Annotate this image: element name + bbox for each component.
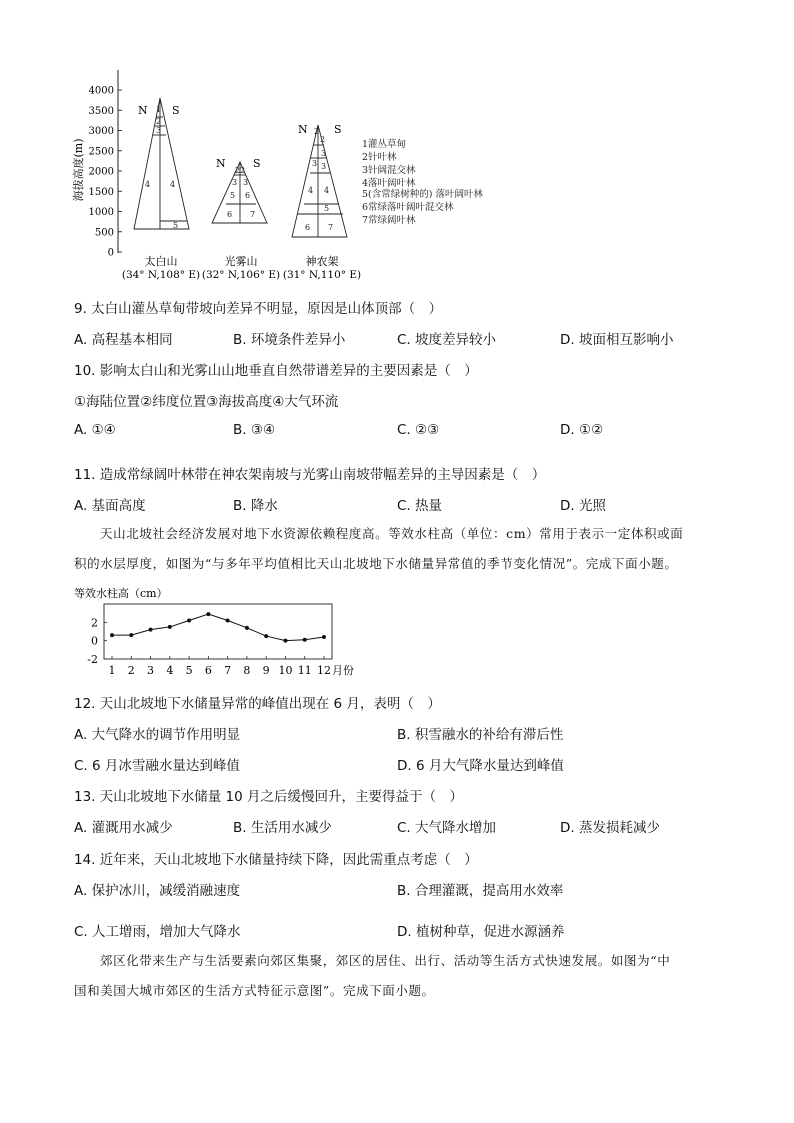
- taibai-zone-numbers: [145, 105, 178, 230]
- paragraph-line: 积的水层厚度，如图为“与多年平均值相比天山北坡地下水储量异常值的季节变化情况”。完成下面小题。: [74, 556, 678, 571]
- belt-legend: [362, 138, 483, 226]
- chart-x-tick-label: 6: [204, 664, 212, 677]
- y-axis-ticks: [89, 86, 122, 259]
- q14-option-d[interactable]: D. 植树种草，促进水源涵养: [397, 924, 565, 940]
- data-point: [129, 633, 133, 637]
- svg-text:5: 5: [324, 204, 330, 213]
- intro-paragraph-suburbanization: [74, 946, 734, 1006]
- svg-text:2: 2: [240, 166, 246, 175]
- anomaly-series-line: [112, 614, 324, 641]
- data-point: [245, 626, 249, 630]
- q13-option-b[interactable]: B. 生活用水减少: [233, 820, 332, 836]
- paragraph-line: 国和美国大城市郊区的生活方式特征示意图”。完成下面小题。: [74, 983, 435, 998]
- y-tick-label: 1500: [88, 186, 114, 198]
- q9-option-b[interactable]: B. 环境条件差异小: [233, 332, 346, 348]
- svg-text:2: 2: [320, 135, 326, 144]
- question-9-stem: 9. 太白山灌丛草甸带坡向差异不明显，原因是山体顶部（ ）: [74, 301, 443, 317]
- data-point: [168, 625, 172, 629]
- legend-item: 5(含常绿树种的) 落叶阔叶林: [362, 189, 483, 200]
- q10-option-b[interactable]: B. ③④: [233, 422, 276, 438]
- svg-text:2: 2: [314, 127, 320, 136]
- question-10-items: ①海陆位置②纬度位置③海拔高度④大气环流: [74, 394, 339, 410]
- svg-text:6: 6: [245, 191, 251, 200]
- q14-option-a[interactable]: A. 保护冰川，减缓消融速度: [74, 883, 241, 899]
- q12-option-b[interactable]: B. 积雪融水的补给有滞后性: [397, 727, 564, 743]
- chart-x-tick-label: 5: [185, 664, 193, 677]
- q9-option-d[interactable]: D. 坡面相互影响小: [560, 332, 674, 348]
- y-tick-label: 0: [107, 247, 114, 259]
- legend-item: 7常绿阔叶林: [362, 215, 416, 226]
- svg-text:4: 4: [308, 186, 314, 195]
- q14-option-b[interactable]: B. 合理灌溉，提高用水效率: [397, 883, 564, 899]
- legend-item: 2针叶林: [362, 152, 397, 163]
- y-tick-label: 3000: [88, 126, 114, 137]
- q12-option-d[interactable]: D. 6 月大气降水量达到峰值: [397, 758, 564, 774]
- chart-x-tick-label: 11: [297, 664, 312, 677]
- chart-y-label: 等效水柱高（cm）: [74, 587, 168, 600]
- chart-y-tick-label: 0: [91, 634, 98, 648]
- svg-text:2: 2: [235, 166, 241, 175]
- chart-x-tick-label: 7: [224, 664, 232, 677]
- q10-option-c[interactable]: C. ②③: [397, 422, 440, 438]
- svg-text:3: 3: [243, 178, 249, 187]
- chart-x-tick-label: 9: [262, 664, 270, 677]
- shennongjia-zone-numbers: [305, 127, 333, 232]
- y-axis-label: 海拔高度(m): [72, 138, 85, 202]
- y-tick-label: 4000: [88, 85, 114, 97]
- vertical-zonation-figure: [60, 60, 530, 285]
- mountain-taibai: [134, 98, 189, 229]
- q11-option-c[interactable]: C. 热量: [397, 498, 443, 514]
- guangwu-s: S: [253, 157, 261, 170]
- svg-text:3: 3: [312, 159, 318, 168]
- shennongjia-coord: (31° N,110° E): [282, 269, 362, 281]
- data-point: [226, 619, 230, 623]
- question-10-stem: 10. 影响太白山和光雾山山地垂直自然带谱差异的主要因素是（ ）: [74, 363, 478, 379]
- chart-x-tick-label: 2: [127, 664, 135, 677]
- legend-item: 6常绿落叶阔叶混交林: [362, 202, 454, 213]
- chart-y-tick-label: 2: [91, 616, 98, 630]
- data-point: [264, 634, 268, 638]
- guangwu-zone-numbers: [227, 166, 255, 219]
- groundwater-anomaly-chart: [70, 582, 370, 682]
- shennongjia-s: S: [334, 123, 342, 136]
- svg-text:5: 5: [173, 221, 179, 230]
- shennongjia-n: N: [298, 123, 308, 136]
- y-tick-label: 1000: [88, 207, 114, 218]
- legend-item: 3针阔混交林: [362, 165, 416, 176]
- data-point: [149, 628, 153, 632]
- q9-option-a[interactable]: A. 高程基本相同: [74, 332, 173, 348]
- question-13-stem: 13. 天山北坡地下水储量 10 月之后缓慢回升，主要得益于（ ）: [74, 789, 464, 805]
- q13-option-c[interactable]: C. 大气降水增加: [397, 820, 497, 836]
- q10-option-d[interactable]: D. ①②: [560, 422, 604, 438]
- chart-x-tick-label: 12: [317, 664, 331, 677]
- svg-text:4: 4: [170, 180, 176, 189]
- data-point: [303, 638, 307, 642]
- data-point: [187, 619, 191, 623]
- data-point: [206, 612, 210, 616]
- chart-x-label: 月份: [332, 664, 354, 677]
- taibai-s: S: [172, 104, 180, 117]
- guangwu-name: 光雾山: [224, 255, 258, 268]
- guangwu-coord: (32° N,106° E): [201, 269, 281, 281]
- svg-text:1: 1: [156, 105, 162, 114]
- question-14-stem: 14. 近年来，天山北坡地下水储量持续下降，因此需重点考虑（ ）: [74, 852, 478, 868]
- svg-text:4: 4: [324, 186, 330, 195]
- svg-text:3: 3: [321, 149, 327, 158]
- taibai-coord: (34° N,108° E): [121, 269, 201, 281]
- y-tick-label: 3500: [88, 105, 114, 117]
- data-point: [283, 639, 287, 643]
- svg-text:6: 6: [227, 210, 233, 219]
- svg-text:7: 7: [250, 210, 256, 219]
- q11-option-b[interactable]: B. 降水: [233, 498, 278, 514]
- svg-text:3: 3: [232, 178, 238, 187]
- svg-text:5: 5: [230, 191, 236, 200]
- q13-option-a[interactable]: A. 灌溉用水减少: [74, 820, 173, 836]
- q14-option-c[interactable]: C. 人工增雨，增加大气降水: [74, 924, 241, 940]
- svg-text:6: 6: [305, 223, 311, 232]
- paragraph-line: 天山北坡社会经济发展对地下水资源依赖程度高。等效水柱高（单位：cm）常用于表示一定体积或面: [100, 526, 684, 541]
- data-point: [110, 633, 114, 637]
- chart-y-tick-label: -2: [87, 653, 98, 666]
- y-tick-label: 500: [94, 227, 114, 239]
- chart-x-tick-label: 10: [278, 664, 293, 677]
- chart-x-tick-label: 8: [243, 664, 251, 677]
- paragraph-line: 郊区化带来生产与生活要素向郊区集聚，郊区的居住、出行、活动等生活方式快速发展。如图为“中: [100, 953, 671, 968]
- guangwu-n: N: [216, 157, 226, 170]
- legend-item: 1灌丛草甸: [362, 139, 407, 150]
- q12-option-c[interactable]: C. 6 月冰雪融水量达到峰值: [74, 758, 240, 774]
- q13-option-d[interactable]: D. 蒸发损耗减少: [560, 820, 660, 836]
- q11-option-d[interactable]: D. 光照: [560, 498, 606, 514]
- chart-frame: [104, 604, 332, 659]
- svg-text:3: 3: [321, 162, 327, 171]
- svg-text:4: 4: [145, 180, 151, 189]
- y-tick-label: 2000: [88, 166, 114, 178]
- taibai-n: N: [138, 104, 148, 117]
- taibai-name: 太白山: [144, 255, 178, 268]
- question-12-stem: 12. 天山北坡地下水储量异常的峰值出现在 6 月，表明（ ）: [74, 696, 441, 712]
- legend-item: 4落叶阔叶林: [362, 178, 416, 189]
- svg-text:7: 7: [328, 223, 334, 232]
- intro-paragraph-groundwater: [74, 519, 734, 579]
- chart-x-tick-label: 1: [108, 664, 116, 677]
- chart-x-tick-label: 4: [166, 664, 174, 677]
- data-point: [322, 635, 326, 639]
- svg-text:3: 3: [156, 126, 162, 135]
- svg-text:2: 2: [156, 117, 162, 126]
- chart-x-tick-label: 3: [147, 664, 155, 677]
- q10-option-a[interactable]: A. ①④: [74, 422, 116, 438]
- q11-option-a[interactable]: A. 基面高度: [74, 498, 146, 514]
- q9-option-c[interactable]: C. 坡度差异较小: [397, 332, 497, 348]
- question-11-stem: 11. 造成常绿阔叶林带在神农架南坡与光雾山南坡带幅差异的主导因素是（ ）: [74, 467, 546, 483]
- q12-option-a[interactable]: A. 大气降水的调节作用明显: [74, 727, 241, 743]
- shennongjia-name: 神农架: [305, 255, 339, 268]
- y-tick-label: 2500: [88, 146, 114, 158]
